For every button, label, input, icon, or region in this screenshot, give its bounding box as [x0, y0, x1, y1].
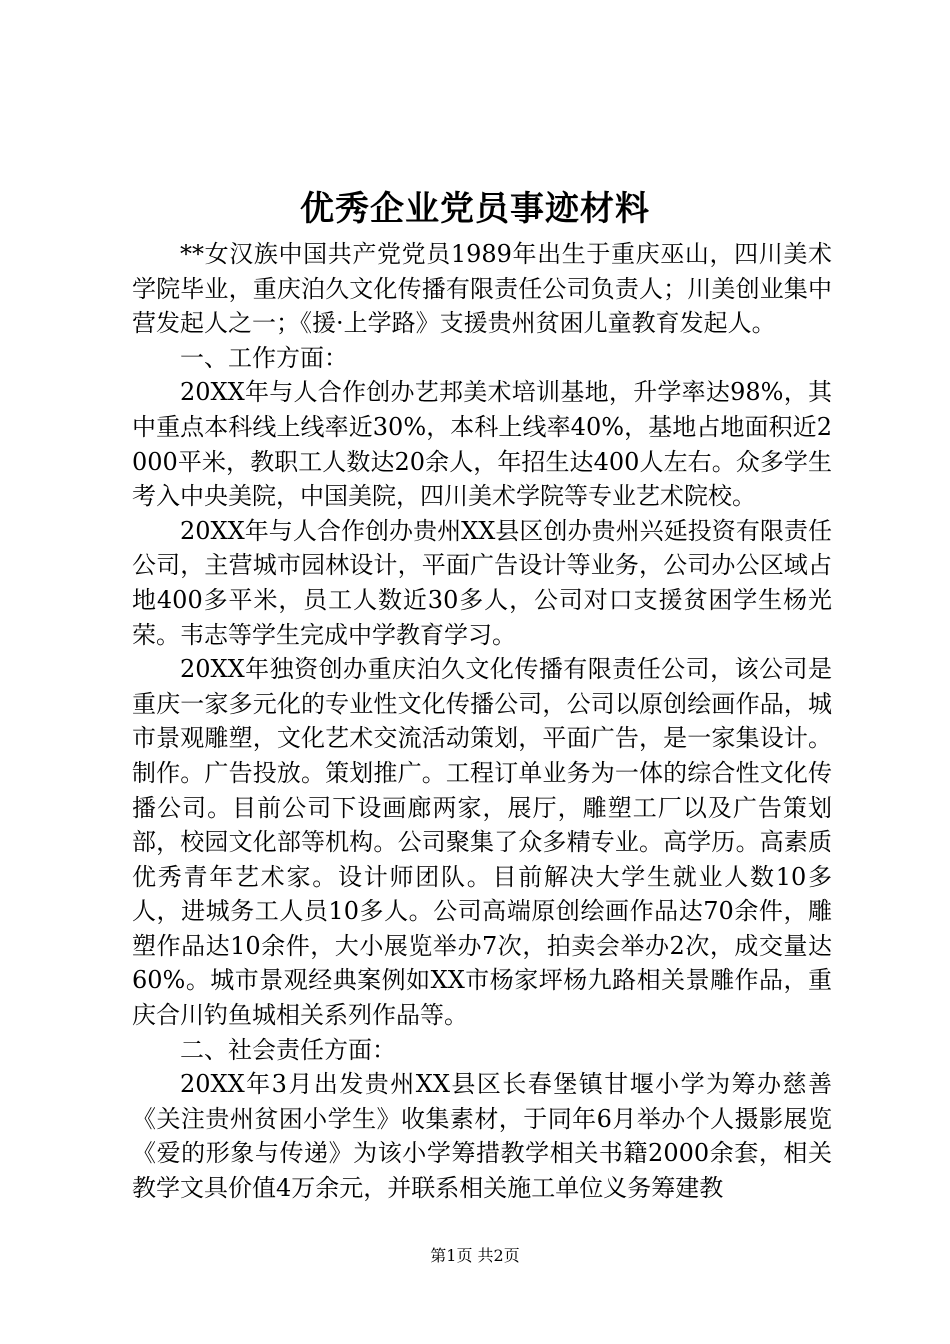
section-heading-work: 一、工作方面：	[180, 343, 348, 372]
document-title: 优秀企业党员事迹材料	[300, 189, 650, 229]
section-heading-social: 二、社会责任方面：	[180, 1035, 396, 1064]
document-body	[132, 237, 832, 1206]
work-paragraph-2: 20XX年与人合作创办贵州XX县区创办贵州兴延投资有限责任公司，主营城市园林设计，平面广告设计等业务，公司办公区域占地400多平米，员工人数近30多人，公司对口支援贫困学生杨光荣。韦志等学生完成中学教育学习。	[132, 516, 832, 649]
intro-paragraph: **女汉族中国共产党党员1989年出生于重庆巫山，四川美术学院毕业，重庆泊久文化传播有限责任公司负责人；川美创业集中营发起人之一；《援·上学路》支援贵州贫困儿童教育发起人。	[132, 240, 832, 338]
page-footer: 第1页 共2页	[430, 1246, 520, 1265]
social-paragraph-1: 20XX年3月出发贵州XX县区长春堡镇甘堰小学为筹办慈善《关注贵州贫困小学生》收集素材，于同年6月举办个人摄影展览《爱的形象与传递》为该小学筹措教学相关书籍2000余套，相关教学文具价值4万余元，并联系相关施工单位义务筹建教	[132, 1070, 832, 1203]
work-paragraph-1: 20XX年与人合作创办艺邦美术培训基地，升学率达98%，其中重点本科线上线率近30%，本科上线率40%，基地占地面积近2000平米，教职工人数达20余人，年招生达400人左右。众多学生考入中央美院，中国美院，四川美术学院等专业艺术院校。	[132, 378, 832, 511]
work-paragraph-3: 20XX年独资创办重庆泊久文化传播有限责任公司，该公司是重庆一家多元化的专业性文化传播公司，公司以原创绘画作品，城市景观雕塑，文化艺术交流活动策划，平面广告，是一家集设计。制作。广告投放。策划推广。工程订单业务为一体的综合性文化传播公司。目前公司下设画廊两家，展厅，雕塑工厂以及广告策划部，校园文化部等机构。公司聚集了众多精专业。高学历。高素质优秀青年艺术家。设计师团队。目前解决大学生就业人数10多人，进城务工人员10多人。公司高端原创绘画作品达70余件，雕塑作品达10余件，大小展览举办7次，拍卖会举办2次，成交量达60%。城市景观经典案例如XX市杨家坪杨九路相关景雕作品，重庆合川钓鱼城相关系列作品等。	[132, 655, 832, 1030]
